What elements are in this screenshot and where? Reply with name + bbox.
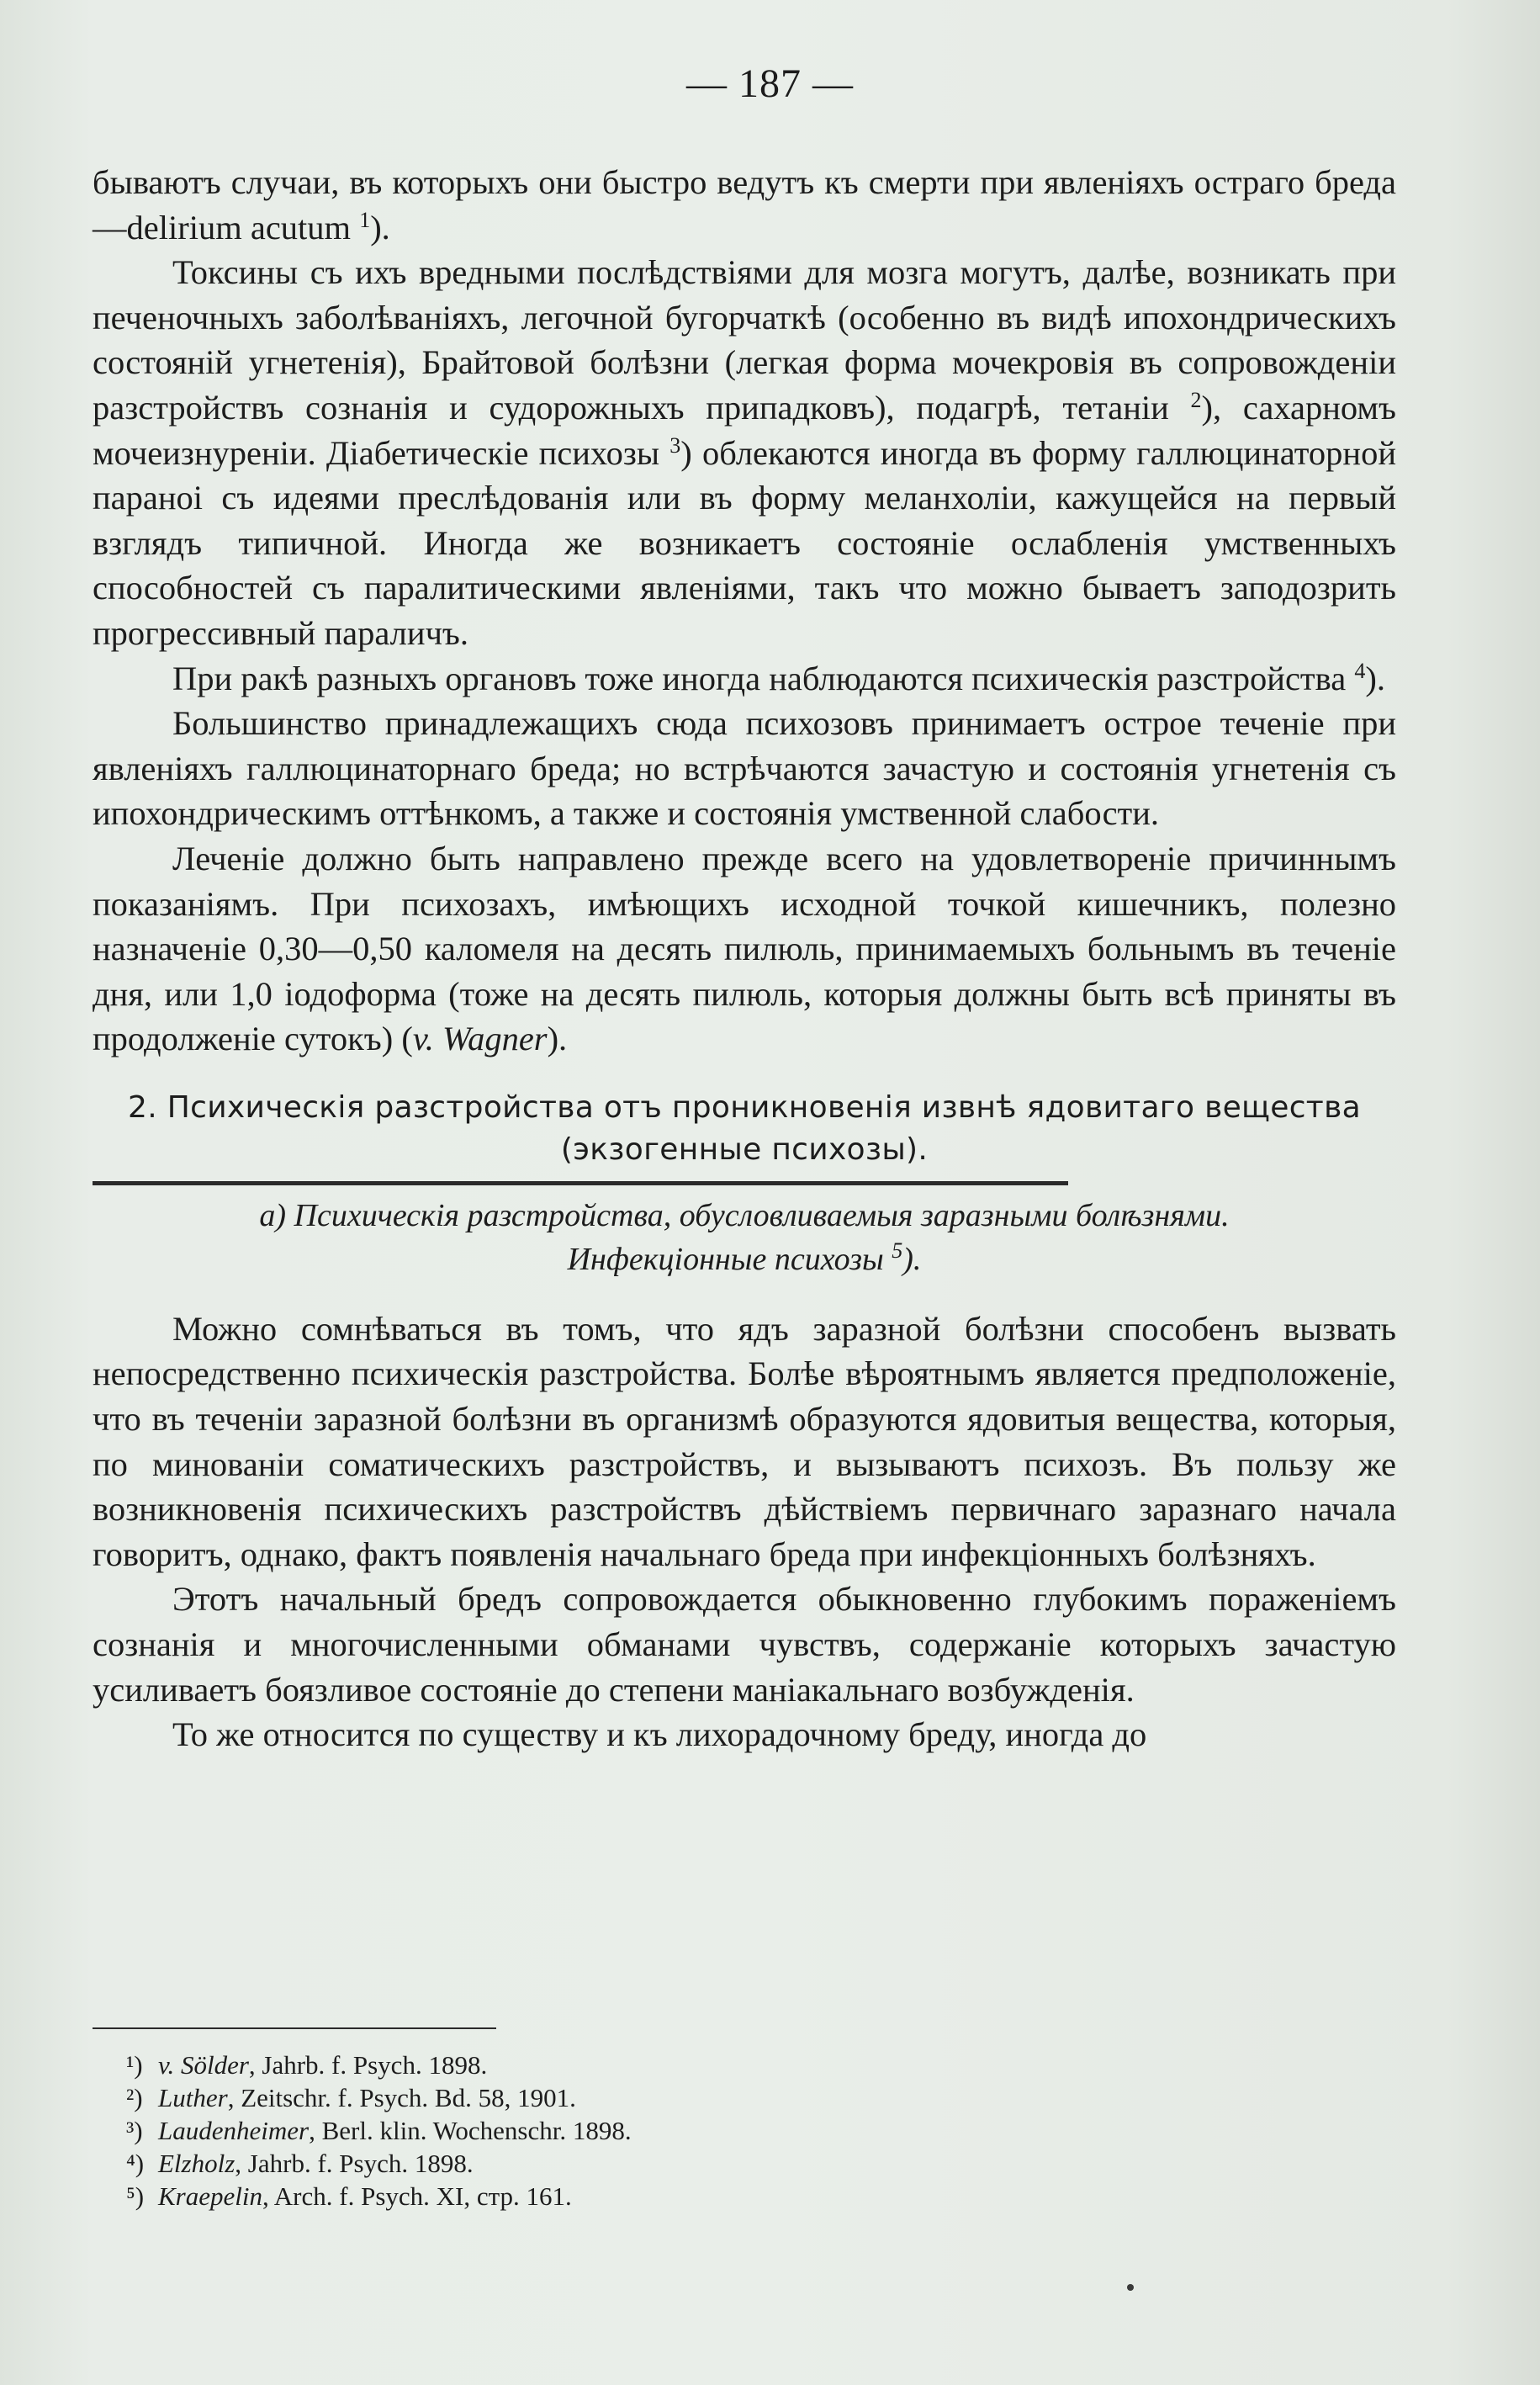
subsection-title-end: ). xyxy=(902,1241,922,1277)
footnote-number: ³) xyxy=(126,2116,143,2145)
paragraph-8 xyxy=(93,1712,1396,1757)
footnote-ref: 2 xyxy=(1190,387,1202,412)
footnote-ref: 5 xyxy=(892,1238,903,1263)
subsection-title-line-1: а) Психическія разстройства, обусловливаемыя заразными болѣзнями. xyxy=(259,1197,1230,1233)
subsection-title xyxy=(93,1194,1396,1281)
paragraph-5 xyxy=(93,836,1396,1062)
text-segment: Токсины съ ихъ вредными послѣдствіями для мозга могутъ, далѣе, возникать при печеночныхъ заболѣваніяхъ, легочной бугорчаткѣ (особенно въ видѣ ипохондрическихъ состояній угнетенія), Брайтовой болѣзни (легкая форма мочекровія въ сопровожденіи разстройствъ сознанія и судорожныхъ припадковъ), подагрѣ, тетаніи xyxy=(93,253,1396,427)
footnote-author: v. Sölder xyxy=(158,2050,249,2080)
footnote-source: , Jahrb. f. Psych. 1898. xyxy=(248,2050,488,2080)
footnote-4 xyxy=(126,2147,1220,2180)
footnote-source: , Berl. klin. Wochenschr. 1898. xyxy=(309,2116,632,2145)
text-segment: ). xyxy=(1365,659,1385,697)
footnote-number: ¹) xyxy=(126,2050,143,2080)
footnote-2 xyxy=(126,2081,1220,2114)
text-segment: ), сахарномъ мочеизнуреніи. Діабетическіе психозы xyxy=(93,388,1396,472)
text-segment: Большинство принадлежащихъ сюда психозовъ принимаетъ острое теченіе при явленіяхъ галлюцинаторнаго бреда; но встрѣчаются зачастую и состоянія угнетенія съ ипохондрическимъ оттѣнкомъ, а также и состоянія умственной слабости. xyxy=(93,704,1396,833)
footnote-1 xyxy=(126,2048,1220,2081)
text-segment: ) облекаются иногда въ форму галлюцинаторной параноі съ идеями преслѣдованія или въ форму меланхоліи, кажущейся на первый взглядъ типичной. Иногда же возникаетъ состояніе ослабленія умственныхъ способностей съ паралитическими явленіями, такъ что можно бываетъ заподозрить прогрессивный параличъ. xyxy=(93,433,1396,652)
footnote-ref: 4 xyxy=(1354,658,1366,683)
subsection-title-line-2 xyxy=(93,1238,1396,1281)
ink-spot xyxy=(1127,2284,1134,2291)
footnote-author: Elzholz xyxy=(158,2149,235,2178)
page-number: — 187 — xyxy=(686,61,854,106)
text-segment: При ракѣ разныхъ органовъ тоже иногда наблюдаются психическія разстройства xyxy=(172,659,1355,697)
footnote-source: , Zeitschr. f. Psych. Bd. 58, 1901. xyxy=(227,2083,576,2112)
footnote-number: ⁴) xyxy=(126,2149,145,2178)
text-segment: Можно сомнѣваться въ томъ, что ядъ заразной болѣзни способенъ вызвать непосредственно психическія разстройства. Болѣе вѣроятнымъ является предположеніе, что въ теченіи заразной болѣзни въ организмѣ образуются ядовитыя вещества, которыя, по минованіи соматическихъ разстройствъ, и вызываютъ психозъ. Въ пользу же возникновенія психическихъ разстройствъ дѣйствіемъ первичнаго заразнаго начала говоритъ, однако, фактъ появленія начальнаго бреда при инфекціонныхъ болѣзняхъ. xyxy=(93,1309,1396,1573)
section-divider xyxy=(93,1181,1068,1185)
footnote-number: ⁵) xyxy=(126,2181,145,2211)
paragraph-6 xyxy=(93,1306,1396,1577)
section-title: 2. Психическія разстройства отъ проникновенія извнѣ ядовитаго вещества (экзогенные психозы). xyxy=(128,1089,1361,1167)
text-segment: То же относится по существу и къ лихорадочному бреду, иногда до xyxy=(172,1715,1147,1754)
text-segment: Этотъ начальный бредъ сопровождается обыкновенно глубокимъ пораженіемъ сознанія и многочисленными обманами чувствъ, содержаніе которыхъ зачастую усиливаетъ боязливое состояніе до степени маніакальнаго возбужденія. xyxy=(93,1580,1396,1709)
footnote-author: Luther xyxy=(158,2083,228,2112)
author-name: v. Wagner xyxy=(412,1020,548,1058)
subsection-title-text: Инфекціонные психозы xyxy=(567,1241,892,1277)
paragraph-1 xyxy=(93,160,1396,250)
paragraph-3 xyxy=(93,656,1396,702)
text-segment: ). xyxy=(370,208,390,246)
paragraph-2 xyxy=(93,250,1396,655)
footnote-number: ²) xyxy=(126,2083,143,2112)
paragraph-7 xyxy=(93,1577,1396,1712)
paragraph-4 xyxy=(93,701,1396,836)
footnote-ref: 3 xyxy=(669,432,681,458)
text-segment: Леченіе должно быть направлено прежде всего на удовлетвореніе причиннымъ показаніямъ. При психозахъ, имѣющихъ исходной точкой кишечникъ, полезно назначеніе 0,30—0,50 каломеля на десять пилюль, принимаемыхъ больнымъ въ теченіе дня, или 1,0 іодоформа (тоже на десять пилюль, которыя должны быть всѣ приняты въ продолженіе сутокъ) ( xyxy=(93,839,1396,1058)
footnote-5 xyxy=(126,2180,1220,2213)
text-segment: бываютъ случаи, въ которыхъ они быстро ведутъ къ смерти при явленіяхъ остраго бреда —delirium acutum xyxy=(93,163,1396,246)
footnote-author: Kraepelin xyxy=(158,2181,262,2211)
main-text xyxy=(93,160,1396,1757)
footnote-divider xyxy=(93,2027,496,2029)
text-segment: ). xyxy=(547,1020,568,1058)
footnote-source: , Arch. f. Psych. XI, стр. 161. xyxy=(262,2181,572,2211)
footnote-source: , Jahrb. f. Psych. 1898. xyxy=(235,2149,474,2178)
footnote-ref: 1 xyxy=(359,207,371,232)
footnote-3 xyxy=(126,2114,1220,2147)
footnotes xyxy=(126,2048,1220,2213)
footnote-author: Laudenheimer xyxy=(158,2116,310,2145)
